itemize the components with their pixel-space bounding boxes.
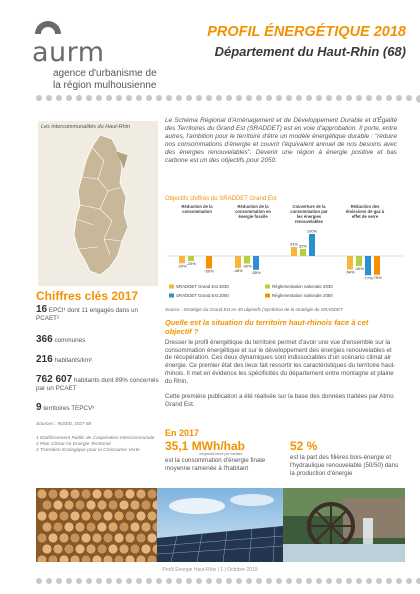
decorative-dot	[416, 578, 420, 584]
decorative-dot	[386, 95, 392, 101]
decorative-dot	[306, 95, 312, 101]
decorative-dot	[246, 578, 252, 584]
decorative-dot	[46, 578, 52, 584]
data-label: -54%	[345, 269, 355, 275]
decorative-dot	[236, 578, 242, 584]
data-label: -75%	[372, 274, 382, 280]
category-label: renouvelables	[294, 219, 324, 224]
stat-consumption-desc: est la consommation d'énergie finale moyenne ramenée à l'habitant	[165, 457, 266, 472]
decorative-dot	[96, 95, 102, 101]
decorative-dot	[266, 95, 272, 101]
category-label: consommation	[182, 209, 212, 214]
decorative-dot	[116, 95, 122, 101]
data-label: 41%	[289, 241, 299, 247]
category-label: Réduction des	[350, 204, 380, 209]
decorative-dot	[216, 578, 222, 584]
decorative-dot	[36, 578, 42, 584]
decorative-dot	[176, 95, 182, 101]
page-title: PROFIL ÉNERGÉTIQUE 2018	[207, 24, 406, 40]
data-label: -77%	[363, 275, 373, 281]
key-figure-density	[36, 356, 161, 365]
decorative-dot	[346, 578, 352, 584]
decorative-dot	[286, 95, 292, 101]
hydro-mill-photo	[283, 488, 405, 562]
footnote: 1 Etablissement Public de Coopération Intercommunale	[36, 436, 155, 441]
intro-paragraph: Le Schéma Régional d'Aménagement et de Développement Durable et d'Égalité des Territoires du Grand Est (SRADDET) est en voie d'approbation. Il porte, entre autres, l'ambition pour le territoire d'être un modèle énergétique durable : "réduire nos consommations d'énergie et couvrir l'équivalent annuel de nos besoins avec des énergies renouvelables". Devenir une région à énergie positive et bas carbone est un des objectifs pour 2050.	[165, 117, 397, 165]
category-label: Couverture de la	[292, 204, 326, 209]
decorative-dot	[266, 578, 272, 584]
decorative-dot	[76, 578, 82, 584]
decorative-dot	[96, 578, 102, 584]
decorative-dot	[66, 578, 72, 584]
solar-panels-photo	[157, 488, 283, 562]
key-figure-value: 762 607	[36, 374, 73, 385]
decorative-dot	[206, 95, 212, 101]
chart-bar	[253, 256, 259, 270]
decorative-dot	[366, 95, 372, 101]
decorative-dot	[356, 95, 362, 101]
decorative-dot	[326, 95, 332, 101]
chart-bar	[291, 247, 297, 256]
decorative-dot	[226, 95, 232, 101]
stats-year: En 2017	[165, 428, 200, 438]
decorative-dot	[326, 578, 332, 584]
decorative-dot	[166, 95, 172, 101]
stat-consumption-value: 35,1 MWh/hab	[165, 439, 246, 453]
chart-bar	[206, 256, 212, 269]
footer-decorative-dots	[36, 578, 420, 584]
category-label: émissions de gaz à	[345, 209, 385, 214]
key-figure-epci	[36, 306, 161, 323]
decorative-dot	[86, 95, 92, 101]
category-label: Réduction de la	[181, 204, 213, 209]
decorative-dot	[186, 95, 192, 101]
decorative-dot	[136, 95, 142, 101]
decorative-dot	[256, 95, 262, 101]
chart-bar	[235, 256, 241, 268]
page-subtitle: Département du Haut-Rhin (68)	[214, 44, 406, 59]
category-label: consommation par	[290, 209, 328, 214]
key-figure-value: 366	[36, 334, 53, 345]
chart-bar	[300, 249, 306, 256]
decorative-dot	[76, 95, 82, 101]
key-figure-value: 9	[36, 402, 42, 413]
footnote: 2 Plan Climat Air Energie Territorial	[36, 442, 111, 447]
decorative-dot	[56, 95, 62, 101]
decorative-dot	[246, 95, 252, 101]
logo-text: aurm	[32, 37, 105, 68]
stat-share-desc: est la part des filières bois-énergie et l'hydraulique renouvelable (50/50) dans la production d'énergie	[290, 454, 399, 477]
decorative-dot	[316, 578, 322, 584]
decorative-dot	[206, 578, 212, 584]
chart-source: Source : Stratégie du Grand Est en 30 objectifs (Synthèse de la stratégie du SRADDET	[165, 307, 343, 312]
data-label: -50%	[204, 268, 214, 274]
chart-bar	[244, 256, 250, 264]
category-label: énergie fossile	[238, 214, 268, 219]
key-figure-text: territoires TEPCV³	[43, 405, 95, 412]
decorative-dot	[346, 95, 352, 101]
decorative-dot	[396, 95, 402, 101]
decorative-dot	[316, 95, 322, 101]
decorative-dot	[106, 578, 112, 584]
wood-logs-photo	[36, 488, 157, 562]
chart-bar	[347, 256, 353, 270]
decorative-dot	[116, 578, 122, 584]
key-figure-population	[36, 376, 161, 393]
objectives-chart	[165, 204, 405, 312]
legend-swatch	[265, 294, 270, 298]
decorative-dot	[126, 578, 132, 584]
decorative-dot	[276, 578, 282, 584]
category-label: effet de serre	[351, 214, 379, 219]
legend-label: Réglementation nationale 2050	[272, 293, 333, 298]
decorative-dot	[406, 578, 412, 584]
key-figure-text: communes	[54, 337, 86, 344]
legend-label: SRADDET Grand Est 2050	[176, 293, 229, 298]
key-figure-value: 216	[36, 354, 53, 365]
legend-swatch	[265, 285, 270, 289]
legend-label: Réglementation nationale 2030	[272, 284, 333, 289]
page-footer: Profil Énergie Haut-Rhin | 1 | Octobre 2019	[162, 567, 258, 573]
decorative-dot	[196, 578, 202, 584]
decorative-dot	[366, 578, 372, 584]
stat-unit-note: mégawatt-heure par habitant	[199, 452, 243, 456]
legend-label: SRADDET Grand Est 2030	[176, 284, 229, 289]
decorative-dot	[416, 95, 420, 103]
category-label: Réduction de la	[237, 204, 269, 209]
question-note: Cette première publication a été réalisée sur la base des données traitées par Atmo Grand Est.	[165, 393, 394, 408]
decorative-dot	[126, 95, 132, 101]
decorative-dot	[56, 578, 62, 584]
decorative-dot	[286, 578, 292, 584]
decorative-dots	[36, 95, 420, 103]
decorative-dot	[216, 95, 222, 101]
decorative-dot	[306, 578, 312, 584]
key-figure-text: habitants dont 89% concernés par un PCAET	[36, 377, 159, 392]
decorative-dot	[396, 578, 402, 584]
data-label: 32%	[298, 243, 308, 249]
decorative-dot	[356, 578, 362, 584]
key-figures-title: Chiffres clés 2017	[36, 289, 139, 303]
logo-subtitle	[53, 68, 157, 92]
decorative-dot	[386, 578, 392, 584]
decorative-dot	[136, 578, 142, 584]
decorative-dot	[256, 578, 262, 584]
chart-bar	[356, 256, 362, 266]
category-label: consommation en	[235, 209, 271, 214]
question-body: Dresser le profil énergétique du territoire permet d'avoir une vue d'ensemble sur la consommation énergétique et sur le développement des énergies renouvelables et de récupération. Ces deux dynamiques sont indissociables d'un scénario climat air énergie. Ce premier état des lieux fait ressortir les caractéristiques du territoire haut-rhinois. Il met en évidence les spécificités du département entre montagne et plaine du Rhin.	[165, 339, 396, 385]
decorative-dot	[46, 95, 52, 101]
data-label: -29%	[177, 263, 187, 269]
decorative-dot	[186, 578, 192, 584]
data-label: -30%	[242, 263, 252, 269]
chart-bar	[365, 256, 371, 275]
decorative-dot	[376, 95, 382, 101]
key-figure-tepcv	[36, 404, 161, 413]
data-label: -48%	[233, 268, 243, 273]
decorative-dot	[176, 578, 182, 584]
key-figures-source: Sources : INSEE, DDT 68	[36, 422, 92, 427]
decorative-dot	[146, 578, 152, 584]
decorative-dot	[166, 578, 172, 584]
decorative-dot	[296, 578, 302, 584]
stat-share-value: 52 %	[290, 439, 318, 453]
key-figure-communes	[36, 336, 161, 345]
question-heading: Quelle est la situation du territoire haut-rhinois face à cet objectif ?	[165, 318, 369, 336]
footnote: 3 Transition Ecologique pour la Croissance Verte	[36, 448, 140, 453]
key-figure-value: 16	[36, 304, 48, 315]
data-label: -55%	[251, 269, 261, 275]
key-figure-text: habitants/km²	[54, 357, 93, 364]
decorative-dot	[376, 578, 382, 584]
decorative-dot	[66, 95, 72, 101]
data-label: -40%	[354, 266, 364, 271]
chart-bar	[309, 234, 315, 256]
decorative-dot	[106, 95, 112, 101]
haut-rhin-map	[38, 121, 158, 286]
decorative-dot	[406, 95, 412, 101]
decorative-dot	[196, 95, 202, 101]
map-panel	[38, 121, 158, 286]
legend-swatch	[169, 285, 174, 289]
objectives-title: Objectifs chiffrés du SRADDET Grand Est	[165, 196, 277, 202]
logo-subtitle-line2: la région mulhousienne	[53, 80, 157, 91]
category-label: les énergies	[296, 214, 322, 219]
logo-subtitle-line1: agence d'urbanisme de	[53, 68, 157, 79]
footnotes	[36, 436, 156, 454]
decorative-dot	[36, 95, 42, 101]
decorative-dot	[156, 578, 162, 584]
legend-swatch	[169, 294, 174, 298]
data-label: 100%	[306, 228, 318, 234]
map-caption: Les intercommunalités du Haut-Rhin	[41, 124, 130, 130]
data-label: -20%	[186, 261, 196, 266]
decorative-dot	[336, 95, 342, 101]
key-figure-text: EPCI¹ dont 11 engagés dans un PCAET²	[36, 307, 139, 322]
chart-bar	[179, 256, 185, 263]
chart-bar	[374, 256, 380, 275]
decorative-dot	[156, 95, 162, 101]
decorative-dot	[236, 95, 242, 101]
decorative-dot	[276, 95, 282, 101]
decorative-dot	[296, 95, 302, 101]
decorative-dot	[146, 95, 152, 101]
logo-arc-icon	[33, 16, 63, 36]
decorative-dot	[86, 578, 92, 584]
decorative-dot	[336, 578, 342, 584]
decorative-dot	[226, 578, 232, 584]
